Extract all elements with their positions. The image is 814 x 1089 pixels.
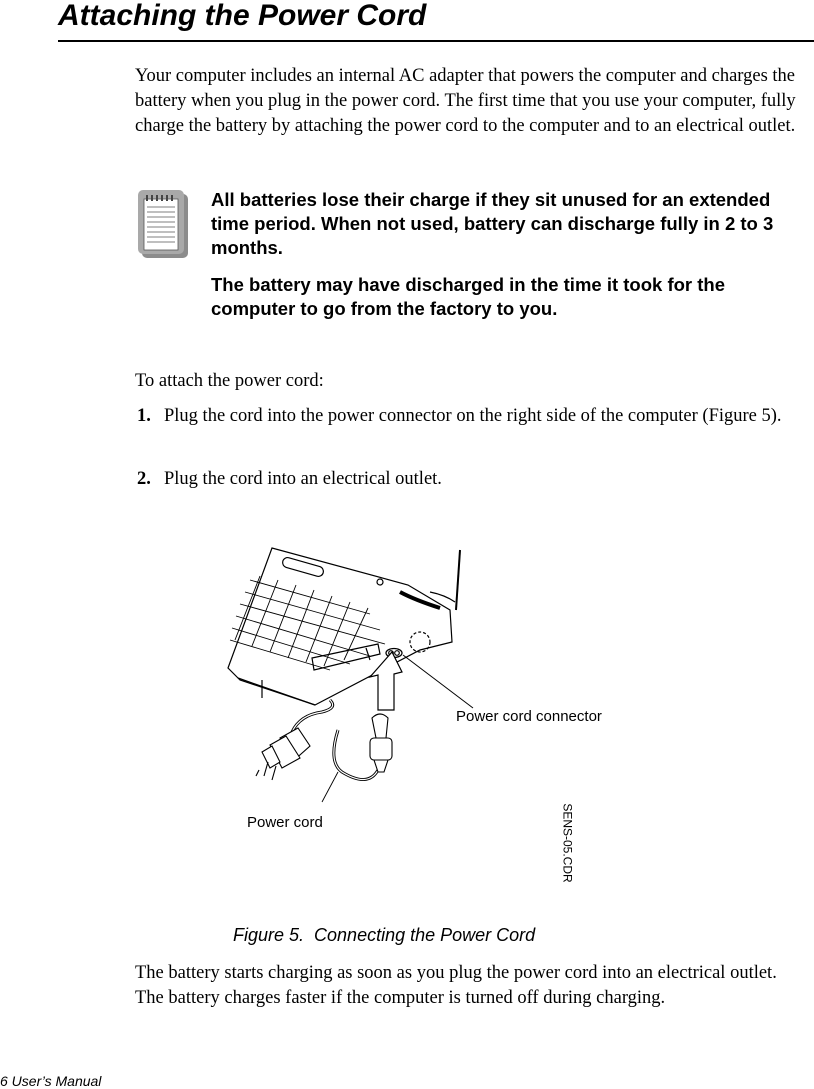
step-number: 1.: [137, 406, 151, 426]
page-title: Attaching the Power Cord: [58, 0, 427, 32]
callout-power-cord-connector: Power cord connector: [456, 708, 602, 725]
title-rule: [58, 40, 814, 42]
step-text: Plug the cord into the power connector on the right side of the computer (Figure 5).: [164, 406, 782, 426]
notepad-icon: [138, 190, 190, 260]
step-2: [137, 467, 812, 492]
steps-intro: To attach the power cord:: [135, 371, 324, 391]
page-footer: 6 User’s Manual: [0, 1073, 102, 1089]
step-1: [137, 404, 812, 429]
callout-power-cord: Power cord: [247, 814, 323, 831]
step-number: 2.: [137, 469, 151, 489]
note-paragraph-1: All batteries lose their charge if they sit unused for an extended time period. When not used, battery can discharge fully in 2 to 3 months.: [211, 189, 774, 258]
figure-caption: Figure 5. Connecting the Power Cord: [233, 925, 536, 945]
note-paragraph-2: The battery may have discharged in the time it took for the computer to go from the factory to you.: [211, 274, 725, 319]
intro-paragraph: Your computer includes an internal AC adapter that powers the computer and charges the battery when you plug in the power cord. The first time that you use your computer, fully charge the battery by attaching the power cord to the computer and to an electrical outlet.: [135, 66, 796, 136]
closing-paragraph: The battery starts charging as soon as you plug the power cord into an electrical outlet. The battery charges faster if the computer is turned off during charging.: [135, 963, 777, 1008]
figure-file-id: SENS-05.CDR: [560, 803, 575, 883]
step-text: Plug the cord into an electrical outlet.: [164, 469, 442, 489]
